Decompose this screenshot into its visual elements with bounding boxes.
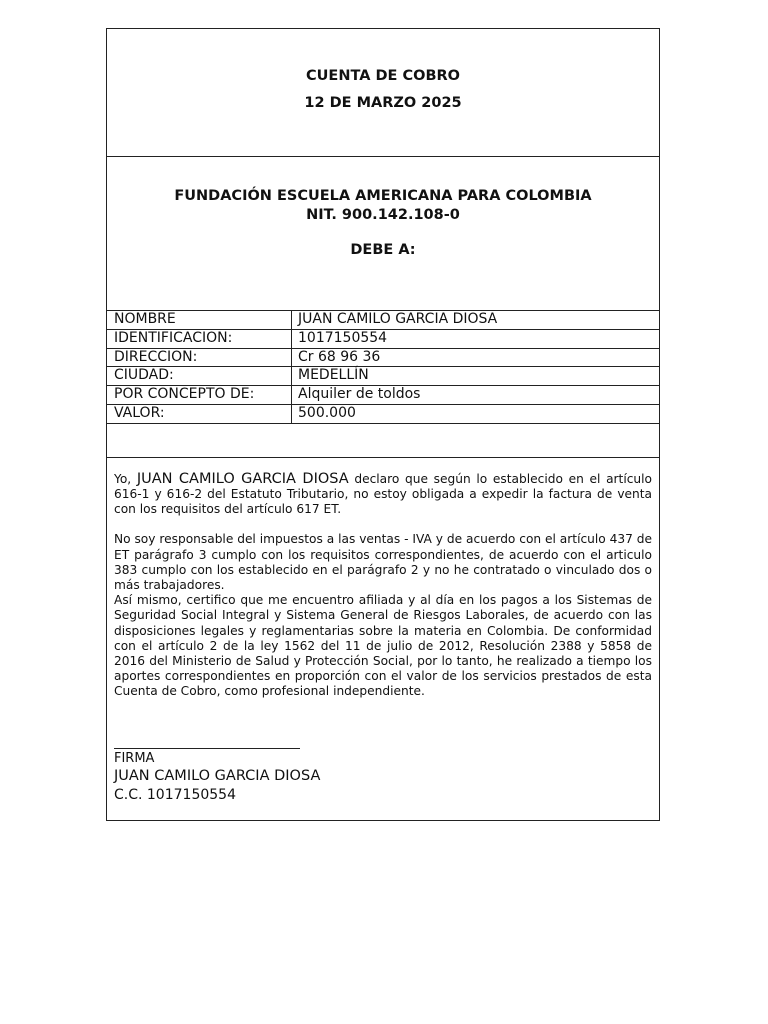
field-row — [107, 311, 659, 330]
document-header — [107, 29, 659, 157]
document-date: 12 DE MARZO 2025 — [304, 95, 462, 111]
field-value: JUAN CAMILO GARCIA DIOSA — [298, 311, 498, 327]
declaration-paragraph-1 — [114, 472, 652, 518]
field-value: Cr 68 96 36 — [298, 348, 381, 365]
declaration-paragraph-2: No soy responsable del impuestos a las ventas - IVA y de acuerdo con el artículo 437 de ET parágrafo 3 cumplo con los requisitos correspondientes, de acuerdo con el articulo 383 cumplo con los establecido en el parágrafo 2 y no he contratado o vinculado dos o más trabajadores. — [114, 532, 652, 592]
document-title: CUENTA DE COBRO — [306, 68, 460, 84]
blank-row — [107, 424, 659, 458]
declaration-yo: Yo, — [114, 471, 137, 486]
field-value: 1017150554 — [298, 329, 388, 346]
declaration-text-1: declaro que según lo establecido en el artículo 616-1 y 616-2 del Estatuto Tributario, no estoy obligada a expedir la factura de venta con los requisitos del artículo 617 ET. — [114, 471, 652, 517]
signer-id: C.C. 1017150554 — [114, 786, 236, 803]
paragraph-gap — [114, 517, 652, 532]
signature-block — [114, 748, 652, 804]
field-value: MEDELLÍN — [298, 367, 369, 384]
field-label: POR CONCEPTO DE: — [107, 386, 292, 404]
field-label: IDENTIFICACION: — [107, 330, 292, 348]
field-row — [107, 367, 659, 386]
field-row — [107, 330, 659, 349]
field-value: Alquiler de toldos — [298, 386, 421, 403]
field-label: VALOR: — [107, 405, 292, 423]
signature-label: FIRMA — [114, 750, 155, 766]
declaration-paragraph-3: Así mismo, certifico que me encuentro afiliada y al día en los pagos a los Sistemas de Seguridad Social Integral y Sistema General de Riesgos Laborales, de acuerdo con las disposiciones legales y reglamentarias sobre la materia en Colombia. De conformidad con el artículo 2 de la ley 1562 del 11 de julio de 2012, Resolución 2388 y 5858 de 2016 del Ministerio de Salud y Protección Social, por lo tanto, he realizado a tiempo los aportes correspondientes en proporción con el valor de los servicios prestados de esta Cuenta de Cobro, como profesional independiente. — [114, 593, 652, 699]
declarant-name: JUAN CAMILO GARCIA DIOSA — [136, 470, 349, 487]
signer-name: JUAN CAMILO GARCIA DIOSA — [114, 767, 321, 784]
field-label: CIUDAD: — [107, 367, 292, 385]
field-label: NOMBRE — [107, 311, 292, 329]
declaration-section — [107, 458, 659, 820]
debtor-nit: NIT. 900.142.108-0 — [306, 207, 460, 223]
field-row — [107, 405, 659, 424]
debtor-name: FUNDACIÓN ESCUELA AMERICANA PARA COLOMBIA — [174, 188, 592, 204]
billing-document — [106, 28, 660, 821]
debe-a-label: DEBE A: — [350, 242, 416, 258]
field-label: DIRECCION: — [107, 349, 292, 367]
signature-line — [114, 748, 300, 749]
field-value: 500.000 — [298, 404, 356, 421]
debtor-section — [107, 157, 659, 311]
fields-table — [107, 311, 659, 424]
field-row — [107, 349, 659, 368]
field-row — [107, 386, 659, 405]
